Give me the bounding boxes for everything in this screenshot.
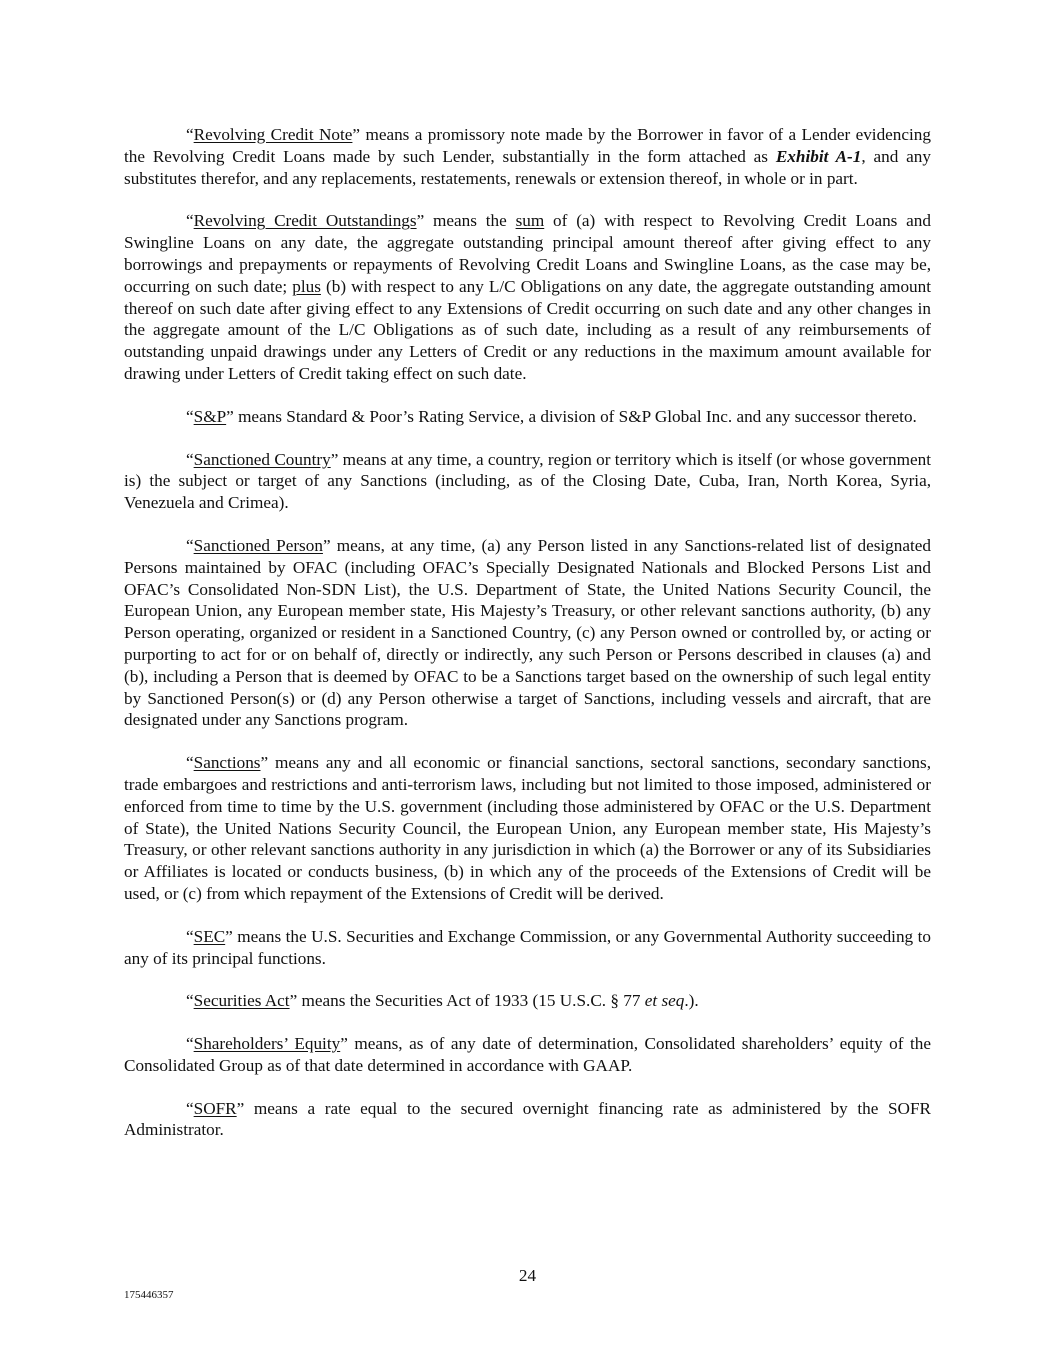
defined-term: Revolving Credit Note	[193, 125, 353, 144]
defined-term: SOFR	[193, 1098, 237, 1118]
definition-text: ” means a rate equal to the secured overnight financing rate as administered by the SOFR Administrator.	[124, 1098, 931, 1140]
definition-text: .).	[684, 991, 699, 1011]
open-quote: “	[186, 211, 194, 231]
open-quote: “	[186, 406, 194, 426]
definition-text: ” means a promissory note made by the Borrower in favor of a Lender evidencing the Revolving Credit Loans made by such Lender, substantially in the form attached as	[124, 125, 931, 166]
open-quote: “	[186, 1034, 194, 1054]
definition-text: ” means any and all economic or financial sanctions, sectoral sanctions, secondary sanctions, trade embargoes and restrictions and anti-terrorism laws, including but not limited to those imposed, administered or enforced from time to time by the U.S. government (including those administered by OFAC or the U.S. Department of State), the United Nations Security Council, the European Union, any European member state, His Majesty’s Treasury, or other relevant sanctions authority in any jurisdiction in which (a) the Borrower or any of its Subsidiaries or Affiliates is located or conducts business, (b) in which any of the proceeds of the Extensions of Credit will be used, or (c) from which repayment of the Extensions of Credit will be derived.	[124, 753, 931, 903]
definition-text: ” means the U.S. Securities and Exchange Commission, or any Governmental Authority succeeding to any of its principal functions.	[124, 926, 931, 968]
underlined-word-plus: plus	[292, 276, 321, 296]
definition-text: ” means, at any time, (a) any Person listed in any Sanctions-related list of designated Persons maintained by OFAC (including OFAC’s Specially Designated Nationals and Blocked Persons List and OFAC’s Consolidated Non-SDN List), the U.S. Department of State, the United Nations Security Council, the European Union, any European member state, His Majesty’s Treasury, or other relevant sanctions authority, (b) any Person operating, organized or resident in a Sanctioned Country, (c) any Person owned or controlled by, or acting or purporting to act for or on behalf of, directly or indirectly, any such Person or Persons described in clauses (a) and (b), including a Person that is deemed by OFAC to be a Sanctions target based on the ownership of such legal entity by Sanctioned Person(s) or (d) any Person otherwise a target of Sanctions, including vessels and aircraft, that are designated under any Sanctions program.	[124, 535, 931, 730]
defined-term: Revolving Credit Outstandings	[193, 211, 417, 231]
definition-text: ” means Standard & Poor’s Rating Service, a division of S&P Global Inc. and any successor thereto.	[226, 406, 917, 426]
defined-term: Sanctioned Person	[193, 535, 323, 555]
open-quote: “	[186, 1098, 194, 1118]
italic-et-seq: et seq	[644, 991, 685, 1011]
definition-revolving-credit-note	[124, 124, 931, 189]
definition-text: , and any substitutes therefor, and any replacements, restatements, renewals or extension thereof, in whole or in part.	[124, 146, 931, 188]
definition-text: of (a) with respect to Revolving Credit Loans and Swingline Loans on any date, the aggregate outstanding principal amount thereof after giving effect to any borrowings and prepayments or repayments of Revolving Credit Loans and Swingline Loans, as the case may be, occurring on such date;	[124, 211, 931, 296]
document-body	[124, 124, 931, 1162]
definition-text: (b) with respect to any L/C Obligations on any date, the aggregate outstanding amount thereof on such date after giving effect to any Extensions of Credit occurring on such date and any other changes in the aggregate amount of the L/C Obligations as of such date, including as a result of any reimbursements of outstanding unpaid drawings under any Letters of Credit or any reductions in the maximum amount available for drawing under Letters of Credit taking effect on such date.	[124, 276, 932, 383]
defined-term: Sanctions	[193, 753, 261, 773]
exhibit-reference: Exhibit A-1	[775, 146, 862, 166]
definition-revolving-credit-outstandings	[124, 210, 931, 384]
definition-sec	[124, 926, 931, 970]
defined-term: S&P	[193, 406, 227, 426]
defined-term: Sanctioned Country	[193, 449, 331, 469]
open-quote: “	[186, 753, 194, 773]
definition-sanctioned-country	[124, 449, 931, 514]
page-number: 24	[518, 1266, 537, 1285]
defined-term: SEC	[193, 926, 226, 946]
definition-text: ” means at any time, a country, region or territory which is itself (or whose government is) the subject or target of any Sanctions (including, as of the Closing Date, Cuba, Iran, North Korea, Syria, Venezuela and Crimea).	[124, 449, 931, 513]
definition-text: ” means the	[416, 211, 516, 231]
open-quote: “	[186, 535, 194, 555]
defined-term: Securities Act	[193, 991, 290, 1011]
definition-text: ” means the Securities Act of 1933 (15 U.S.C. § 77	[289, 991, 645, 1011]
open-quote: “	[186, 926, 194, 946]
open-quote: “	[186, 991, 194, 1011]
open-quote: “	[186, 125, 194, 144]
underlined-word-sum: sum	[515, 211, 545, 231]
defined-term: Shareholders’ Equity	[193, 1034, 341, 1054]
definition-text: ” means, as of any date of determination, Consolidated shareholders’ equity of the Consolidated Group as of that date determined in accordance with GAAP.	[124, 1034, 931, 1075]
definition-sanctioned-person	[124, 535, 931, 731]
definition-sofr	[124, 1098, 931, 1142]
document-id: 175446357	[124, 1289, 174, 1301]
definition-sanctions	[124, 752, 931, 905]
open-quote: “	[186, 449, 194, 469]
definition-s-and-p	[124, 406, 931, 428]
definition-shareholders-equity	[124, 1033, 931, 1077]
definition-securities-act	[124, 990, 931, 1012]
